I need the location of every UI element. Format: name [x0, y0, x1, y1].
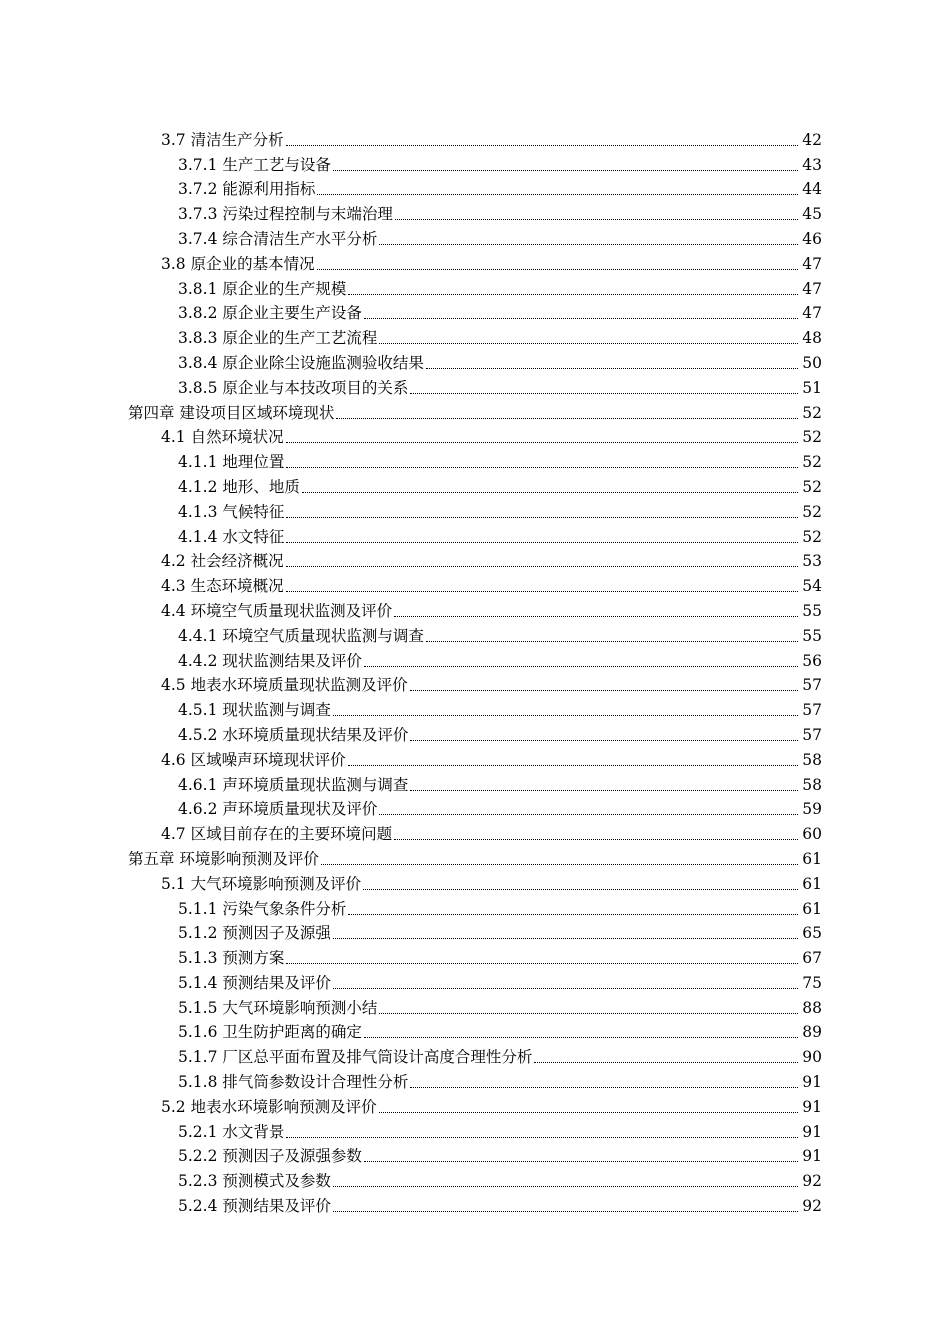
toc-entry-page-number: 50	[802, 353, 822, 372]
toc-entry-title: 4.1.1 地理位置	[178, 453, 285, 472]
toc-entry-page-number: 91	[802, 1097, 822, 1116]
toc-entry-page-number: 58	[802, 775, 822, 794]
toc-dot-leader	[317, 268, 798, 270]
toc-entry[interactable]	[0, 995, 950, 1020]
toc-dot-leader	[410, 392, 798, 394]
toc-dot-leader	[363, 888, 798, 890]
toc-entry-page-number: 52	[802, 502, 822, 521]
toc-entry-title: 3.8.2 原企业主要生产设备	[178, 304, 362, 323]
toc-entry-page-number: 52	[802, 527, 822, 546]
toc-entry[interactable]	[0, 896, 950, 921]
toc-dot-leader	[333, 1210, 798, 1212]
toc-entry-page-number: 91	[802, 1122, 822, 1141]
toc-entry-title: 3.7.2 能源利用指标	[178, 180, 316, 199]
toc-dot-leader	[364, 1036, 798, 1038]
toc-dot-leader	[379, 813, 798, 815]
toc-entry-title: 4.1.4 水文特征	[178, 527, 285, 546]
toc-entry-page-number: 59	[802, 800, 822, 819]
toc-entry-page-number: 55	[802, 601, 822, 620]
toc-dot-leader	[286, 590, 798, 592]
toc-entry[interactable]	[0, 722, 950, 747]
toc-entry-title: 5.2.4 预测结果及评价	[178, 1197, 331, 1216]
toc-entry-page-number: 47	[802, 304, 822, 323]
toc-entry[interactable]	[0, 127, 950, 152]
toc-entry[interactable]	[0, 177, 950, 202]
toc-entry-page-number: 61	[802, 899, 822, 918]
toc-dot-leader	[286, 565, 798, 567]
toc-entry[interactable]	[0, 325, 950, 350]
toc-entry-page-number: 52	[802, 403, 822, 422]
toc-entry-title: 4.6.2 声环境质量现状及评价	[178, 800, 378, 819]
toc-dot-leader	[379, 1111, 798, 1113]
toc-entry-title: 4.5.2 水环境质量现状结果及评价	[178, 725, 409, 744]
toc-dot-leader	[286, 962, 798, 964]
toc-entry-title: 4.7 区域目前存在的主要环境问题	[161, 825, 393, 844]
toc-dot-leader	[410, 789, 798, 791]
toc-entry-title: 4.2 社会经济概况	[161, 552, 284, 571]
toc-entry-page-number: 75	[802, 973, 822, 992]
toc-entry-page-number: 91	[802, 1073, 822, 1092]
toc-entry-title: 5.1.2 预测因子及源强	[178, 924, 331, 943]
toc-entry[interactable]	[0, 697, 950, 722]
toc-entry-page-number: 53	[802, 552, 822, 571]
toc-dot-leader	[333, 169, 798, 171]
toc-entry[interactable]	[0, 970, 950, 995]
toc-entry-title: 3.8.4 原企业除尘设施监测验收结果	[178, 353, 424, 372]
toc-entry[interactable]	[0, 1168, 950, 1193]
toc-entry[interactable]	[0, 846, 950, 871]
toc-entry-page-number: 47	[802, 279, 822, 298]
toc-entry[interactable]	[0, 945, 950, 970]
toc-entry[interactable]	[0, 747, 950, 772]
toc-entry-page-number: 65	[802, 924, 822, 943]
toc-entry[interactable]	[0, 921, 950, 946]
toc-entry-title: 5.2.2 预测因子及源强参数	[178, 1147, 362, 1166]
toc-entry-page-number: 56	[802, 651, 822, 670]
toc-entry[interactable]	[0, 226, 950, 251]
toc-dot-leader	[286, 1136, 798, 1138]
toc-dot-leader	[333, 714, 798, 716]
toc-dot-leader	[348, 913, 798, 915]
toc-entry[interactable]	[0, 1193, 950, 1218]
toc-entry[interactable]	[0, 251, 950, 276]
toc-dot-leader	[410, 689, 798, 691]
toc-entry-title: 3.8.3 原企业的生产工艺流程	[178, 329, 378, 348]
toc-entry[interactable]	[0, 821, 950, 846]
toc-dot-leader	[286, 144, 798, 146]
toc-entry[interactable]	[0, 425, 950, 450]
toc-dot-leader	[394, 615, 798, 617]
toc-dot-leader	[321, 863, 798, 865]
toc-entry-title: 5.1.7 厂区总平面布置及排气筒设计高度合理性分析	[178, 1048, 533, 1067]
toc-entry-page-number: 57	[802, 676, 822, 695]
toc-entry[interactable]	[0, 573, 950, 598]
toc-entry[interactable]	[0, 1020, 950, 1045]
toc-entry[interactable]	[0, 350, 950, 375]
toc-dot-leader	[348, 764, 798, 766]
toc-entry-title: 4.1.2 地形、地质	[178, 477, 300, 496]
toc-dot-leader	[333, 937, 798, 939]
toc-entry-page-number: 67	[802, 949, 822, 968]
toc-entry-page-number: 92	[802, 1197, 822, 1216]
toc-entry-page-number: 47	[802, 254, 822, 273]
toc-entry-page-number: 61	[802, 874, 822, 893]
toc-entry-page-number: 90	[802, 1048, 822, 1067]
toc-entry[interactable]	[0, 549, 950, 574]
toc-entry[interactable]	[0, 772, 950, 797]
toc-entry-title: 第五章 环境影响预测及评价	[128, 849, 319, 868]
toc-entry-title: 5.1.5 大气环境影响预测小结	[178, 998, 378, 1017]
toc-entry-title: 3.7.1 生产工艺与设备	[178, 155, 331, 174]
toc-entry[interactable]	[0, 673, 950, 698]
toc-entry[interactable]	[0, 524, 950, 549]
toc-dot-leader	[317, 193, 798, 195]
toc-entry-title: 第四章 建设项目区域环境现状	[128, 403, 335, 422]
toc-entry-title: 4.5 地表水环境质量现状监测及评价	[161, 676, 408, 695]
toc-dot-leader	[286, 516, 798, 518]
toc-entry-page-number: 45	[802, 205, 822, 224]
toc-entry[interactable]	[0, 400, 950, 425]
toc-entry[interactable]	[0, 1119, 950, 1144]
toc-entry-page-number: 92	[802, 1172, 822, 1191]
toc-entry-page-number: 61	[802, 849, 822, 868]
toc-dot-leader	[286, 466, 798, 468]
toc-entry[interactable]	[0, 375, 950, 400]
toc-dot-leader	[394, 838, 798, 840]
toc-entry-title: 5.1 大气环境影响预测及评价	[161, 874, 362, 893]
toc-entry-page-number: 88	[802, 998, 822, 1017]
toc-dot-leader	[426, 367, 798, 369]
toc-dot-leader	[302, 491, 798, 493]
toc-entry-title: 5.1.3 预测方案	[178, 949, 285, 968]
toc-entry-title: 4.1 自然环境状况	[161, 428, 284, 447]
toc-dot-leader	[364, 1160, 798, 1162]
toc-entry-page-number: 58	[802, 750, 822, 769]
toc-entry[interactable]	[0, 276, 950, 301]
toc-dot-leader	[364, 665, 798, 667]
toc-entry-page-number: 57	[802, 701, 822, 720]
toc-entry-title: 4.6 区域噪声环境现状评价	[161, 750, 346, 769]
toc-entry-page-number: 43	[802, 155, 822, 174]
toc-dot-leader	[395, 218, 798, 220]
toc-dot-leader	[333, 987, 798, 989]
toc-entry-title: 4.4 环境空气质量现状监测及评价	[161, 601, 393, 620]
toc-entry-page-number: 89	[802, 1023, 822, 1042]
toc-entry[interactable]	[0, 1044, 950, 1069]
toc-entry-title: 4.5.1 现状监测与调查	[178, 701, 331, 720]
toc-entry-page-number: 52	[802, 428, 822, 447]
toc-dot-leader	[364, 317, 798, 319]
toc-entry[interactable]	[0, 623, 950, 648]
toc-entry-title: 5.1.6 卫生防护距离的确定	[178, 1023, 362, 1042]
toc-entry[interactable]	[0, 1144, 950, 1169]
toc-dot-leader	[286, 541, 798, 543]
toc-entry-title: 3.7 清洁生产分析	[161, 130, 284, 149]
toc-dot-leader	[286, 441, 798, 443]
toc-entry-title: 5.1.4 预测结果及评价	[178, 973, 331, 992]
toc-entry[interactable]	[0, 201, 950, 226]
toc-dot-leader	[410, 1086, 798, 1088]
toc-entry-title: 4.3 生态环境概况	[161, 577, 284, 596]
toc-entry[interactable]	[0, 797, 950, 822]
toc-entry-title: 5.1.8 排气筒参数设计合理性分析	[178, 1073, 409, 1092]
toc-dot-leader	[379, 342, 798, 344]
toc-entry-page-number: 42	[802, 130, 822, 149]
toc-entry-title: 3.8.1 原企业的生产规模	[178, 279, 347, 298]
toc-entry[interactable]	[0, 301, 950, 326]
toc-entry[interactable]	[0, 449, 950, 474]
toc-dot-leader	[333, 1185, 798, 1187]
toc-dot-leader	[348, 293, 798, 295]
toc-entry[interactable]	[0, 474, 950, 499]
toc-entry[interactable]	[0, 152, 950, 177]
toc-dot-leader	[379, 243, 798, 245]
toc-entry-title: 5.1.1 污染气象条件分析	[178, 899, 347, 918]
toc-entry-title: 3.7.3 污染过程控制与末端治理	[178, 205, 393, 224]
toc-entry-page-number: 46	[802, 229, 822, 248]
toc-entry[interactable]	[0, 499, 950, 524]
toc-dot-leader	[379, 1012, 798, 1014]
toc-entry[interactable]	[0, 1094, 950, 1119]
table-of-contents	[0, 127, 950, 1218]
toc-entry-page-number: 91	[802, 1147, 822, 1166]
toc-entry-page-number: 54	[802, 577, 822, 596]
toc-entry[interactable]	[0, 648, 950, 673]
toc-entry-title: 5.2 地表水环境影响预测及评价	[161, 1097, 377, 1116]
toc-entry-page-number: 52	[802, 453, 822, 472]
toc-entry[interactable]	[0, 871, 950, 896]
toc-dot-leader	[336, 417, 798, 419]
toc-entry-title: 4.4.2 现状监测结果及评价	[178, 651, 362, 670]
toc-entry-title: 3.8.5 原企业与本技改项目的关系	[178, 378, 409, 397]
toc-entry-page-number: 57	[802, 725, 822, 744]
toc-entry-page-number: 60	[802, 825, 822, 844]
toc-entry[interactable]	[0, 598, 950, 623]
toc-dot-leader	[426, 640, 798, 642]
toc-dot-leader	[534, 1061, 798, 1063]
toc-entry-title: 4.1.3 气候特征	[178, 502, 285, 521]
toc-entry-page-number: 55	[802, 626, 822, 645]
toc-entry-title: 3.7.4 综合清洁生产水平分析	[178, 229, 378, 248]
toc-entry-title: 5.2.3 预测模式及参数	[178, 1172, 331, 1191]
toc-entry-page-number: 44	[802, 180, 822, 199]
toc-entry-page-number: 51	[802, 378, 822, 397]
toc-entry-page-number: 48	[802, 329, 822, 348]
toc-entry-title: 4.6.1 声环境质量现状监测与调查	[178, 775, 409, 794]
toc-entry-title: 3.8 原企业的基本情况	[161, 254, 315, 273]
toc-entry[interactable]	[0, 1069, 950, 1094]
toc-entry-title: 5.2.1 水文背景	[178, 1122, 285, 1141]
toc-entry-page-number: 52	[802, 477, 822, 496]
toc-entry-title: 4.4.1 环境空气质量现状监测与调查	[178, 626, 424, 645]
toc-dot-leader	[410, 739, 798, 741]
